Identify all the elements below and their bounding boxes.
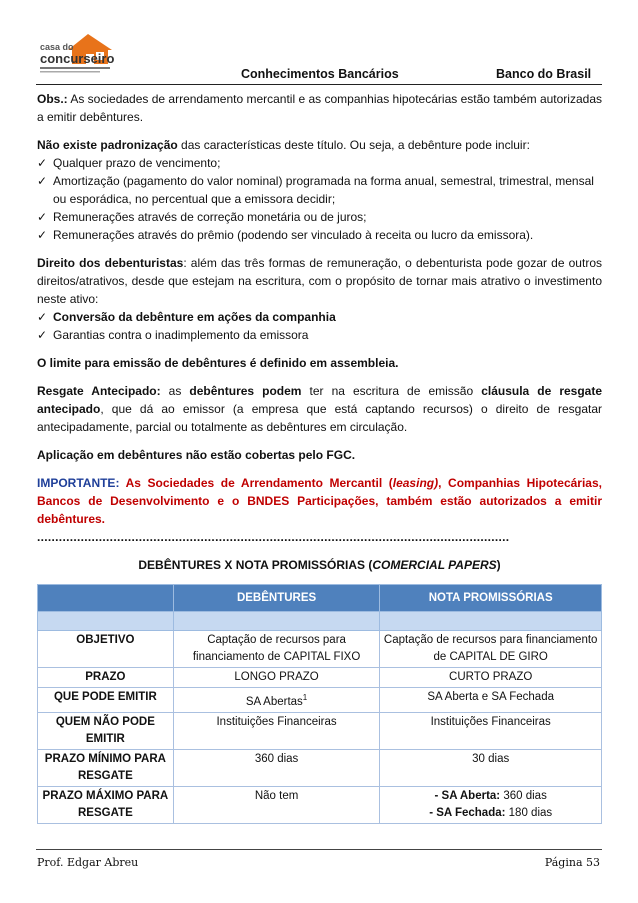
list-item [37,208,602,226]
header-bank: Banco do Brasil [496,67,592,81]
list-item-text: Amortização (pagamento do valor nominal) programada na forma anual, semestral, trimestral, mensal ou esporádica, no percentual que a emissora decidir; [53,174,594,206]
cell-text: SA Abertas [245,695,303,708]
list-item [37,226,602,244]
list-item [37,326,602,344]
table-header-notas: NOTA PROMISSÓRIAS [380,585,602,612]
table-header-debentures: DEBÊNTURES [173,585,380,612]
cell-label: - SA Fechada: [429,806,506,819]
cell-debentures: LONGO PRAZO [173,668,380,688]
padronizacao-text: das características deste título. Ou seja, a debênture pode incluir: [177,138,530,152]
checkmark-icon: ✓ [37,228,48,242]
cell-debentures [173,688,380,713]
direito-paragraph [37,254,602,308]
importante-text: As Sociedades de Arrendamento Mercantil ( [119,476,393,490]
importante-text: , Companhias Hipotecárias, Bancos de Desenvolvimento e o BNDES Participações, também estão autorizados a emitir debêntures. [37,476,602,526]
footnote-marker: 1 [302,693,308,702]
dotted-separator: .................................................................................................................................. [37,530,510,544]
list-item [37,172,602,208]
list-item-text: Remunerações através de correção monetária ou de juros; [53,210,367,224]
header-divider [36,84,602,85]
table-header-empty [38,585,174,612]
list-item-text: Remunerações através do prêmio (podendo ser vinculado à receita ou lucro da emissora). [53,228,534,242]
direito-text: : além das três formas de remuneração, o debenturista pode gozar de outros direitos/atrativos, desde que estejam na escritura, com o propósito de tornar mais atrativo o investimento neste ativo: [37,256,602,306]
cell-debentures: Instituições Financeiras [173,712,380,749]
checkmark-icon: ✓ [37,328,48,342]
comparison-table [37,584,602,824]
checkmark-icon: ✓ [37,156,48,170]
cell-text: 360 dias [500,789,547,802]
obs-label: Obs.: [37,92,68,106]
fgc-text: Aplicação em debêntures não estão cobertas pelo FGC. [37,448,356,462]
table-title [37,556,602,574]
cell-notas: SA Aberta e SA Fechada [380,688,602,713]
casa-do-concurseiro-logo [38,30,138,74]
svg-text:casa do: casa do [40,42,74,52]
resgate-bold: debêntures podem [189,384,302,398]
row-header: PRAZO MÍNIMO PARA RESGATE [38,749,174,786]
checkmark-icon: ✓ [37,174,48,188]
cell-notas: CURTO PRAZO [380,668,602,688]
list-item-text: Conversão da debênture em ações da companhia [53,310,336,324]
resgate-label: Resgate Antecipado: [37,384,161,398]
list-item [37,308,602,326]
resgate-text: , que dá ao emissor (a empresa que está captando recursos) o direito de resgatar antecipadamente, parcial ou totalmente as debêntures em circulação. [37,402,602,434]
padronizacao-bold: Não existe padronização [37,138,178,152]
row-header: QUEM NÃO PODE EMITIR [38,712,174,749]
obs-paragraph [37,90,602,126]
list-item [37,154,602,172]
cell-debentures: Captação de recursos para financiamento de CAPITAL FIXO [173,631,380,668]
table-row [38,668,602,688]
direito-bold: Direito dos debenturistas [37,256,184,270]
checkmark-icon: ✓ [37,210,48,224]
cell-notas: Instituições Financeiras [380,712,602,749]
header-title: Conhecimentos Bancários [241,67,399,81]
footer-author: Prof. Edgar Abreu [37,856,139,869]
cell-debentures: 360 dias [173,749,380,786]
list-item-text: Qualquer prazo de vencimento; [53,156,221,170]
table-title-em: COMERCIAL PAPERS [372,558,497,572]
table-row [38,749,602,786]
row-header: PRAZO MÁXIMO PARA RESGATE [38,786,174,823]
resgate-text: ter na escritura de emissão [301,384,482,398]
cell-debentures: Não tem [173,786,380,823]
resgate-bold: cláusula de resgate antecipado [37,384,603,416]
limite-paragraph [37,354,602,372]
cell-text: 180 dias [505,806,553,819]
table-row [38,712,602,749]
resgate-paragraph [37,382,602,436]
row-header: QUE PODE EMITIR [38,688,174,713]
table-header-row [38,585,602,612]
table-band-row [38,612,602,631]
cell-notas: Captação de recursos para financiamento de CAPITAL DE GIRO [380,631,602,668]
limite-text: O limite para emissão de debêntures é definido em assembleia. [37,356,399,370]
table-row [38,786,602,823]
table-row [38,688,602,713]
checkmark-icon: ✓ [37,310,48,324]
table-title-text: ) [496,558,501,572]
row-header: OBJETIVO [38,631,174,668]
fgc-paragraph [37,446,602,464]
importante-leasing: leasing) [392,476,439,490]
svg-text:concurseiro: concurseiro [40,51,115,66]
cell-notas [380,786,602,823]
importante-paragraph [37,474,602,528]
resgate-text: as [160,384,190,398]
cell-label: - SA Aberta: [434,789,501,802]
padronizacao-paragraph [37,136,602,154]
cell-notas: 30 dias [380,749,602,786]
importante-label: IMPORTANTE: [37,476,120,490]
row-header: PRAZO [38,668,174,688]
footer-page-number: Página 53 [544,856,600,869]
table-title-text: DEBÊNTURES X NOTA PROMISSÓRIAS ( [138,558,373,572]
list-item-text: Garantias contra o inadimplemento da emissora [53,328,309,342]
page-content [37,90,602,824]
footer-divider [36,849,602,850]
table-row [38,631,602,668]
obs-text: As sociedades de arrendamento mercantil e as companhias hipotecárias estão também autorizadas a emitir debêntures. [37,92,602,124]
